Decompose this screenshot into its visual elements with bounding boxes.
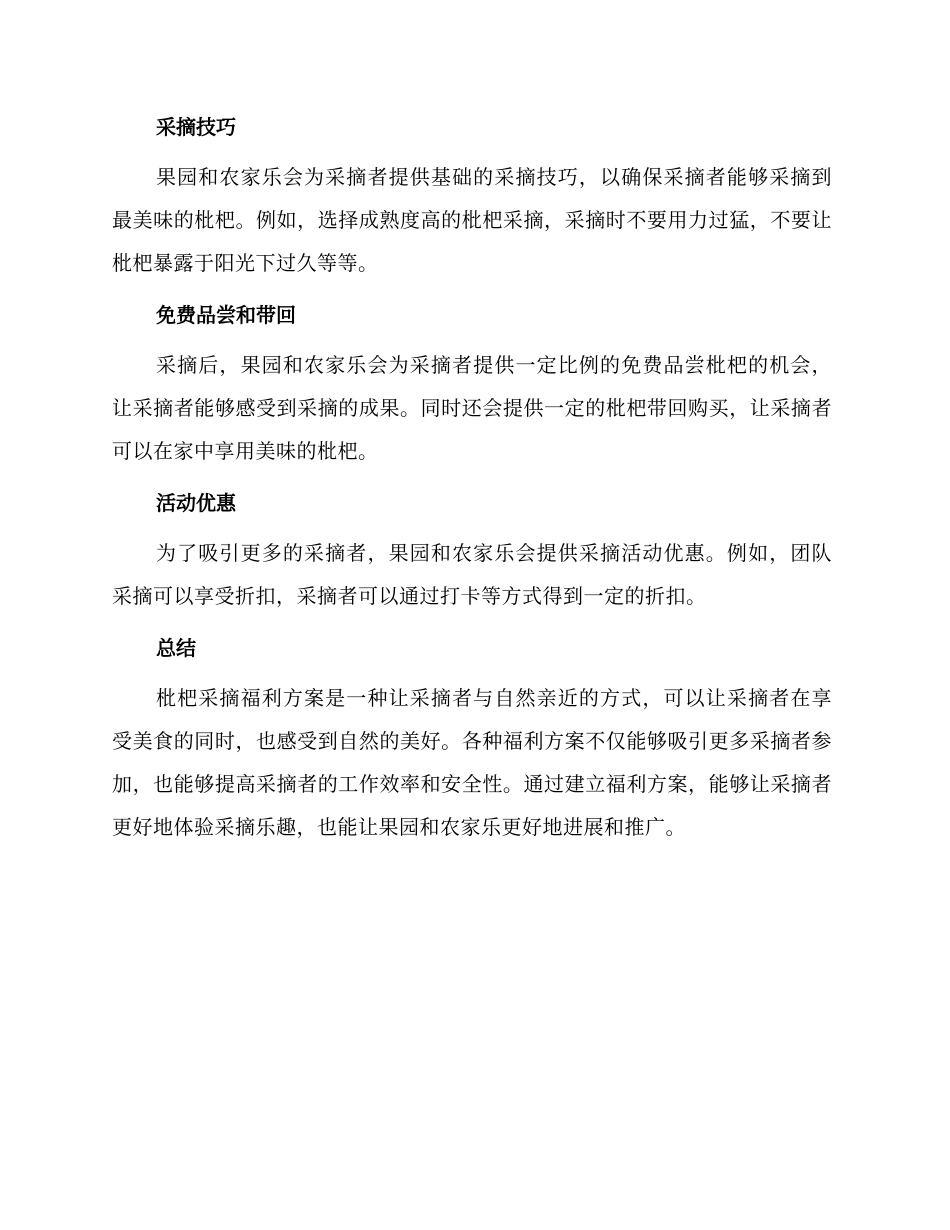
section-heading: 采摘技巧 <box>156 115 236 139</box>
section-paragraph: 枇杷采摘福利方案是一种让采摘者与自然亲近的方式，可以让采摘者在享受美食的同时，也感受到自然的美好。各种福利方案不仅能够吸引更多采摘者参加，也能够提高采摘者的工作效率和安全性。通过建立福利方案，能够让采摘者更好地体验采摘乐趣，也能让果园和农家乐更好地进展和推广。 <box>112 686 832 839</box>
section-free-tasting <box>112 298 832 473</box>
section-heading: 总结 <box>156 636 196 660</box>
section-heading: 免费品尝和带回 <box>156 303 296 327</box>
section-summary <box>112 631 832 849</box>
section-paragraph: 采摘后，果园和农家乐会为采摘者提供一定比例的免费品尝枇杷的机会，让采摘者能够感受到采摘的成果。同时还会提供一定的枇杷带回购买，让采摘者可以在家中享用美味的枇杷。 <box>112 353 832 463</box>
section-discounts <box>112 486 832 618</box>
document-page <box>112 110 832 862</box>
section-paragraph: 果园和农家乐会为采摘者提供基础的采摘技巧，以确保采摘者能够采摘到最美味的枇杷。例如，选择成熟度高的枇杷采摘，采摘时不要用力过猛，不要让枇杷暴露于阳光下过久等等。 <box>112 165 832 275</box>
section-picking-tips <box>112 110 832 285</box>
section-heading: 活动优惠 <box>156 491 236 515</box>
section-paragraph: 为了吸引更多的采摘者，果园和农家乐会提供采摘活动优惠。例如，团队采摘可以享受折扣，采摘者可以通过打卡等方式得到一定的折扣。 <box>112 541 832 608</box>
